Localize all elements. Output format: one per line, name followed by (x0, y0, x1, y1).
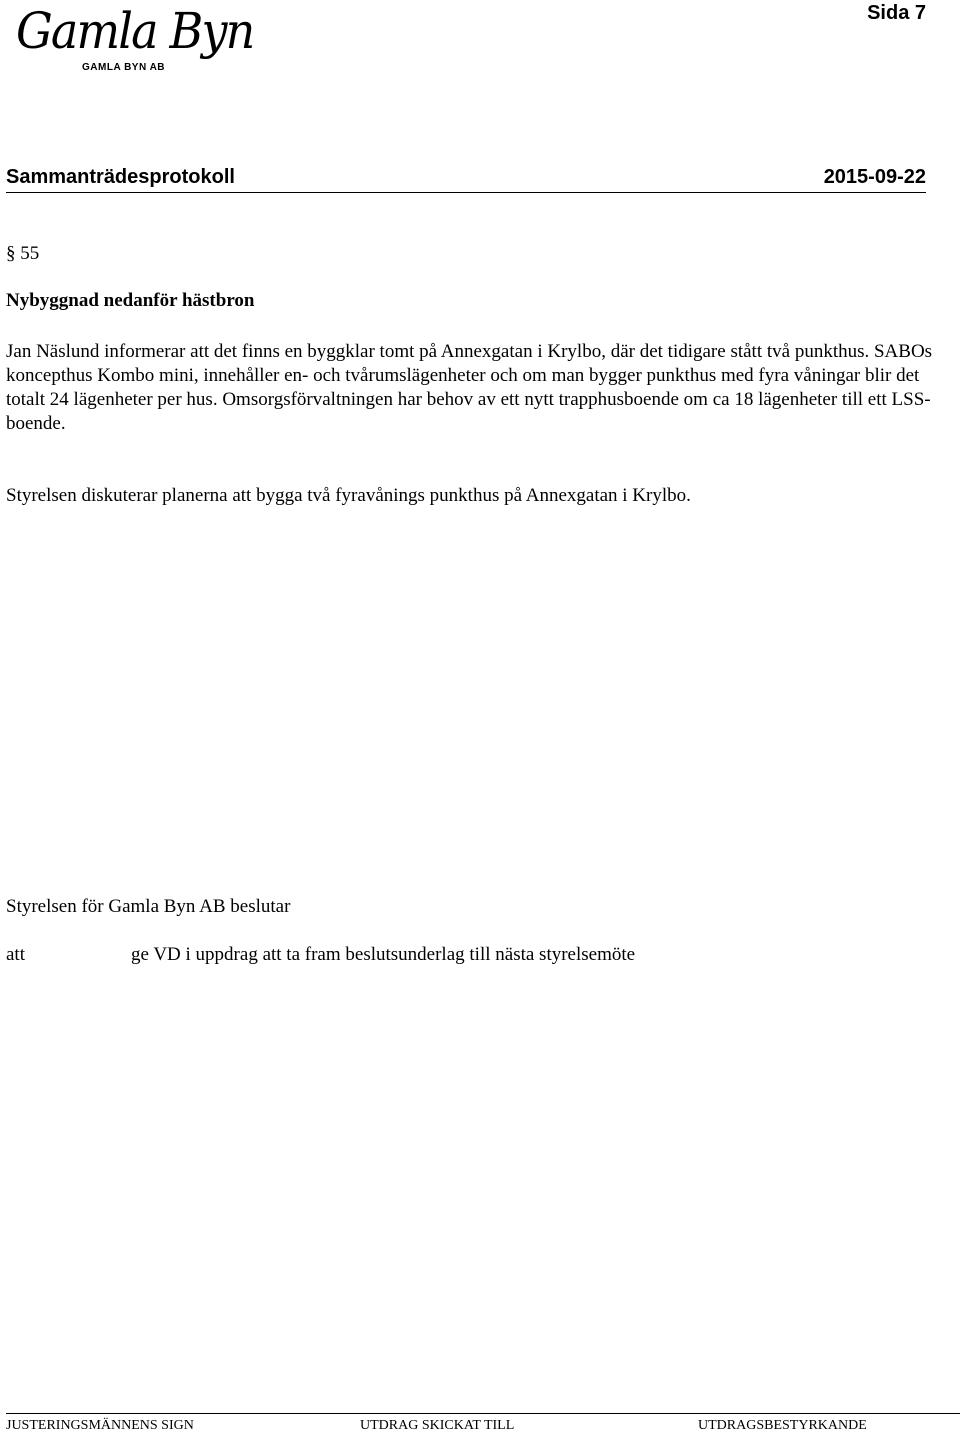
section-paragraph-2: Styrelsen diskuterar planerna att bygga två fyravånings punkthus på Annexgatan i Krylbo. (6, 485, 691, 506)
document-title: Sammanträdesprotokoll (6, 166, 235, 188)
section-paragraph-1: Jan Näslund informerar att det finns en byggklar tomt på Annexgatan i Krylbo, där det tidigare stått två punkthus. SABOs koncepthus Kombo mini, innehåller en- och tvårumslägenheter och om man bygger punkthus med fyra våningar blir det totalt 24 lägenheter per hus. Omsorgsförvaltningen har behov av ett nytt trapphusboende om ca 18 lägenheter till ett LSS-boende. (6, 341, 933, 434)
footer-sent: UTDRAG SKICKAT TILL (360, 1418, 515, 1433)
logo-subtitle: GAMLA BYN AB (82, 62, 166, 73)
company-logo (14, 0, 254, 80)
document-footer (6, 1413, 960, 1435)
page-number: Sida 7 (867, 2, 926, 24)
footer-certified: UTDRAGSBESTYRKANDE (698, 1418, 867, 1433)
document-header (6, 166, 926, 193)
document-date: 2015-09-22 (823, 166, 926, 188)
decision-heading: Styrelsen för Gamla Byn AB beslutar (6, 896, 291, 917)
decision-att: att (6, 944, 25, 965)
footer-sign: JUSTERINGSMÄNNENS SIGN (6, 1418, 194, 1433)
section-number: § 55 (6, 243, 40, 264)
logo-script-text: Gamla Byn (16, 2, 254, 60)
section-heading: Nybyggnad nedanför hästbron (6, 290, 255, 311)
decision-text: ge VD i uppdrag att ta fram beslutsunderlag till nästa styrelsemöte (131, 944, 636, 965)
